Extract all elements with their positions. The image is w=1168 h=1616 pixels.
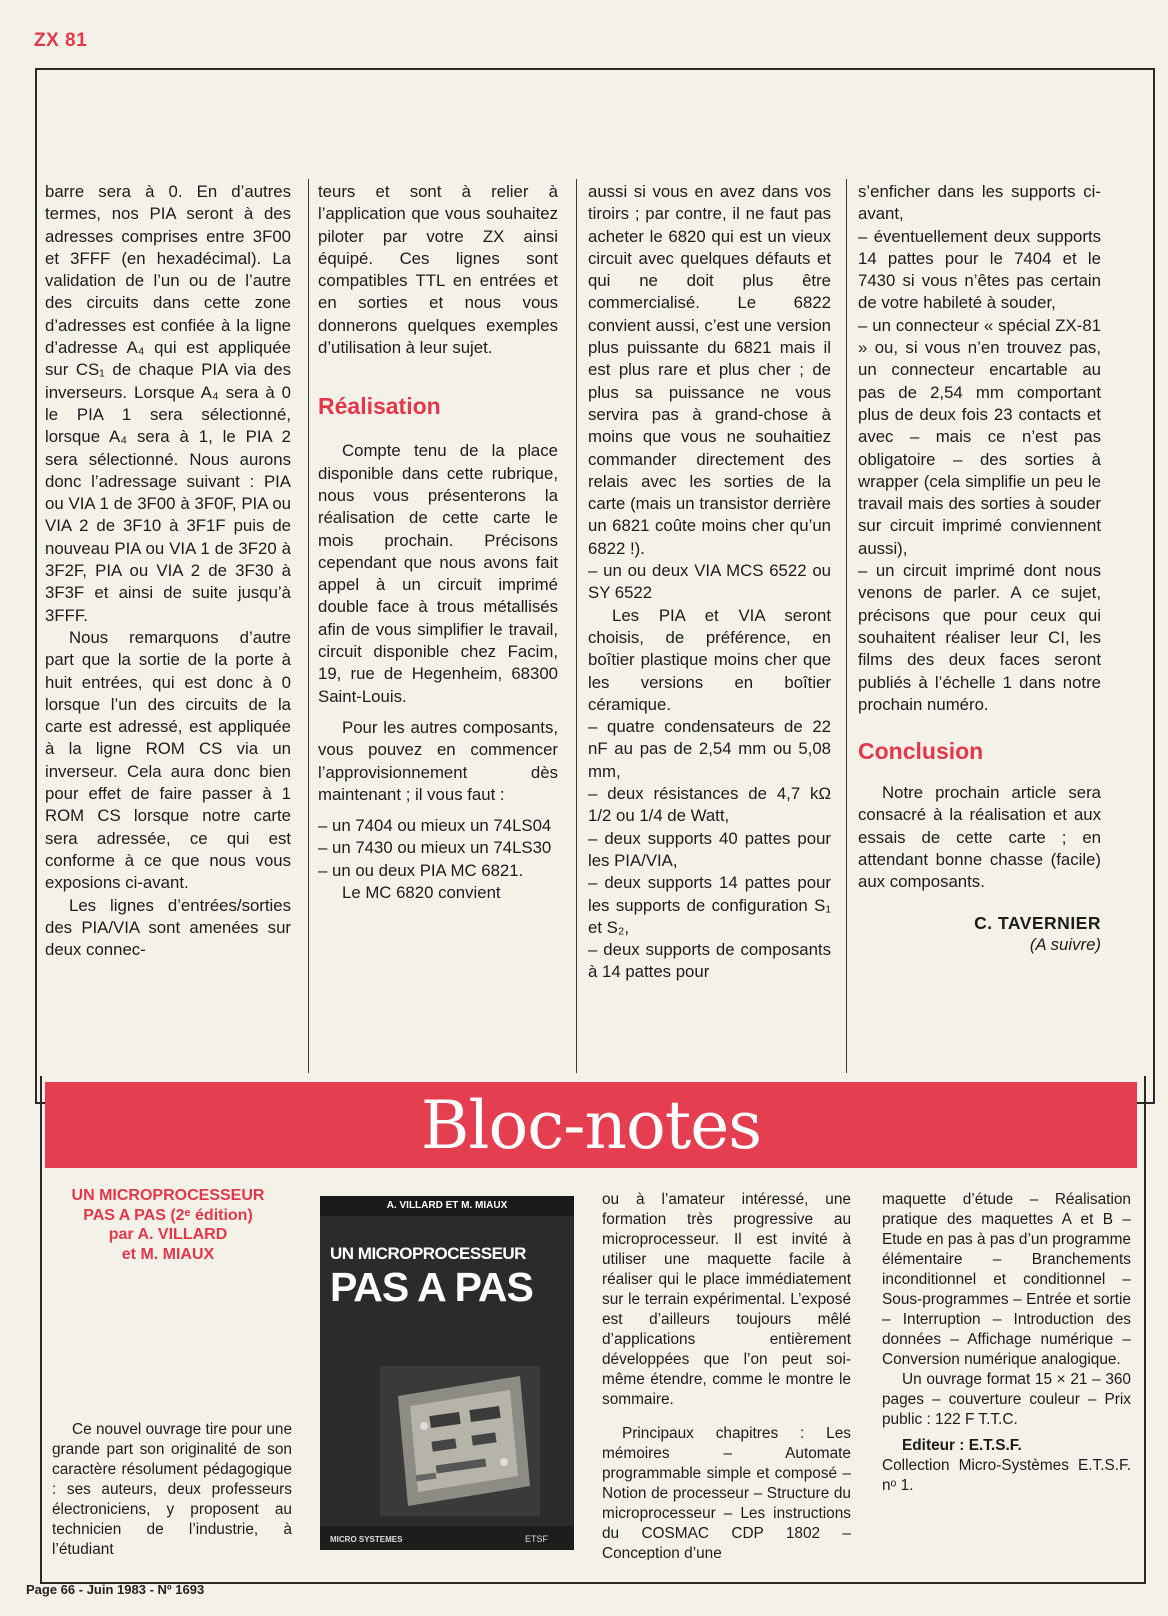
list-item: – deux résistances de 4,7 kΩ 1/2 ou 1/4 de Watt, <box>588 784 831 826</box>
circuit-board-photo <box>380 1366 540 1516</box>
bloc-notes-intro <box>52 1420 292 1560</box>
list-item: s’enficher dans les supports ci-avant, <box>858 182 1101 224</box>
parts-list <box>318 815 558 882</box>
section-tag: ZX 81 <box>34 30 88 51</box>
list-item: – un 7430 ou mieux un 74LS30 <box>318 838 552 858</box>
list-item: – un connecteur « spécial ZX-81 » ou, si vous n’en trouvez pas, un connecteur encartable au pas de 2,54 mm comportant plus de deux fois 23 contacts et avec – mais ce n’est pas obligatoire – des sorties à wrapper (cela simplifie un peu le travail mais des sorties à souder sur circuit imprimé conviennent aussi), <box>858 315 1101 558</box>
article-paragraph: Les PIA et VIA seront choisis, de préférence, en boîtier plastique moins cher que les versions en boîtier céramique. <box>588 605 831 714</box>
list-item: – éventuellement deux supports 14 pattes pour le 7404 et le 7430 si vous n’êtes pas certain de votre habileté à souder, <box>858 226 1101 313</box>
bloc-notes-banner <box>45 1082 1137 1168</box>
bloc-paragraph: Ce nouvel ouvrage tire pour une grande part son originalité de son caractère résolument pédagogique : ses auteurs, deux professeurs électroniciens, y proposent au technicien de l’industrie, à l’étudiant <box>52 1421 292 1558</box>
article-column-1 <box>45 181 291 1061</box>
article-column-4 <box>858 181 1101 1061</box>
column-divider <box>846 179 847 1073</box>
cover-imprint: ETSF <box>524 1534 548 1544</box>
column-divider <box>576 179 577 1073</box>
to-be-continued: (A suivre) <box>1029 934 1101 954</box>
bloc-paragraph: Un ouvrage format 15 × 21 – 360 pages – couverture couleur – Prix public : 122 F T.T.C. <box>882 1371 1131 1428</box>
column-divider <box>308 179 309 1073</box>
list-item: – deux supports 14 pattes pour les supports de configuration S₁ et S₂, <box>588 873 831 937</box>
list-item: – un ou deux VIA MCS 6522 ou SY 6522 <box>588 561 831 603</box>
book-title-line: et M. MIAUX <box>121 1245 215 1263</box>
article-paragraph: Le MC 6820 convient <box>342 883 501 903</box>
cover-publisher-label: MICRO SYSTEMES <box>330 1535 403 1544</box>
article-paragraph: Nous remarquons d’autre part que la sortie de la porte à huit entrées, qui est donc à 0 lorsque l’un des circuits de la carte est adressé, est appliquée à la ligne ROM CS via un inverseur. Cela aura donc bien pour effet de faire passer à 1 ROM CS lorsque notre carte sera adressée, ce qui est conforme à ce que nous vous exposions ci-avant. <box>45 627 291 893</box>
book-title-line: PAS A PAS (2ᵉ édition) <box>83 1206 253 1224</box>
book-title-line: par A. VILLARD <box>108 1226 228 1243</box>
article-paragraph: Notre prochain article sera consacré à la réalisation et aux essais de cette carte ; en attendant bonne chasse (facile) aux composants. <box>858 783 1101 892</box>
page-footer: Page 66 - Juin 1983 - Nº 1693 <box>26 1582 205 1597</box>
bloc-paragraph: Principaux chapitres : Les mémoires – Automate programmable simple et composé – Notion de processeur – Structure du microprocesseur – Les instructions du COSMAC CDP 1802 – Conception d’une <box>602 1425 851 1560</box>
book-title <box>52 1186 284 1264</box>
list-item: – deux supports de composants à 14 pattes pour <box>588 940 831 982</box>
article-paragraph: Les lignes d’entrées/sorties des PIA/VIA sont amenées sur deux connec- <box>45 895 291 960</box>
publisher-label: Editeur : E.T.S.F. <box>902 1437 1022 1454</box>
parts-list <box>588 716 831 984</box>
section-heading-realisation: Réalisation <box>318 393 441 420</box>
book-cover-image <box>320 1196 574 1550</box>
list-item: – un circuit imprimé dont nous venons de parler. A ce sujet, précisons que pour ceux qui souhaitent réaliser leur CI, les films des deux faces seront publiés à l’échelle 1 dans notre prochain numéro. <box>858 561 1101 714</box>
article-paragraph: Compte tenu de la place disponible dans cette rubrique, nous vous présenterons la réalisation de cette carte le mois prochain. Précisons cependant que nous avons fait appel à un circuit imprimé double face à trous métallisés afin de vous simplifier le travail, circuit disponible chez Facim, 19, rue de Hegenheim, 68300 Saint-Louis. <box>318 441 558 706</box>
list-item: – quatre condensateurs de 22 nF au pas de 2,54 mm ou 5,08 mm, <box>588 717 831 781</box>
bloc-notes-column-4 <box>882 1190 1131 1570</box>
publisher-collection: Collection Micro-Systèmes E.T.S.F. nᵒ 1. <box>882 1457 1131 1494</box>
article-column-2 <box>318 181 558 1061</box>
cover-title-line1: UN MICROPROCESSEUR <box>330 1244 526 1263</box>
book-title-line: UN MICROPROCESSEUR <box>71 1187 265 1204</box>
list-item: – un 7404 ou mieux un 74LS04 <box>318 816 552 836</box>
article-paragraph: barre sera à 0. En d’autres termes, nos PIA seront à des adresses comprises entre 3F00 et 3FFF (en hexadécimal). La validation de l’un ou de l’autre des circuits dans cette zone d’adresses est confiée à la ligne d’adresse A₄ qui est appliquée sur CS₁ de chaque PIA via des inverseurs. Lorsque A₄ sera à 0 le PIA 1 sera sélectionné, lorsque A₄ sera à 1, le PIA 2 sera sélectionné. Nous aurons donc l’adressage suivant : PIA ou VIA 1 de 3F00 à 3F0F, PIA ou VIA 2 de 3F10 à 3F1F puis de nouveau PIA ou VIA 1 de 3F20 à 3F2F, PIA ou VIA 2 de 3F30 à 3F3F et ainsi de suite jusqu’à 3FFF. <box>45 182 291 625</box>
article-paragraph: teurs et sont à relier à l’application que vous souhaitez piloter par votre ZX ainsi équipé. Ces lignes sont compatibles TTL en entrées et en sorties et nous vous donnerons quelques exemples d’utilisation à leur sujet. <box>318 182 558 358</box>
banner-title: Bloc-notes <box>420 1086 762 1164</box>
bloc-paragraph: ou à l’amateur intéressé, une formation très progressive au microprocesseur. Il est invité à utiliser une maquette facile à réaliser qui le place immédiatement sur le terrain expérimental. L’exposé est d’ailleurs toujours mêlé d’applications entièrement développées que l’on peut soi-même étendre, comme le montre le sommaire. <box>602 1191 851 1408</box>
cover-title-line2: PAS A PAS <box>330 1264 533 1310</box>
list-item: – deux supports 40 pattes pour les PIA/VIA, <box>588 828 831 870</box>
article-paragraph: aussi si vous en avez dans vos tiroirs ; par contre, il ne faut pas acheter le 6820 qui est un vieux circuit avec quelques défauts et qui ne doit plus être commercialisé. Le 6822 convient aussi, c’est une version plus puissante du 6821 mais il est plus rare et plus cher ; de plus sa puissance ne vous servira pas à grand-chose à moins que vous ne souhaitiez commander directement des relais avec les sorties de la carte (mais un transistor derrière un 6821 coûte moins cher qu’un 6822 !). <box>588 182 831 558</box>
article-column-3 <box>588 181 831 1061</box>
section-heading-conclusion: Conclusion <box>858 738 984 765</box>
cover-authors: A. VILLARD ET M. MIAUX <box>320 1196 574 1216</box>
list-item: – un ou deux PIA MC 6821. <box>318 860 524 880</box>
parts-list <box>858 181 1101 716</box>
article-paragraph: Pour les autres composants, vous pouvez en commencer l’approvisionnement dès maintenant ; il vous faut : <box>318 717 558 804</box>
bloc-paragraph: maquette d’étude – Réalisation pratique des maquettes A et B – Etude en pas à pas d’un programme élémentaire – Branchements inconditionnel et conditionnel – Sous-programmes – Entrée et sortie – Interruption – Introduction des données – Affichage numérique – Conversion numérique analogique. <box>882 1191 1131 1368</box>
author-signature: C. TAVERNIER <box>974 912 1101 933</box>
bloc-notes-column-3 <box>602 1190 851 1560</box>
